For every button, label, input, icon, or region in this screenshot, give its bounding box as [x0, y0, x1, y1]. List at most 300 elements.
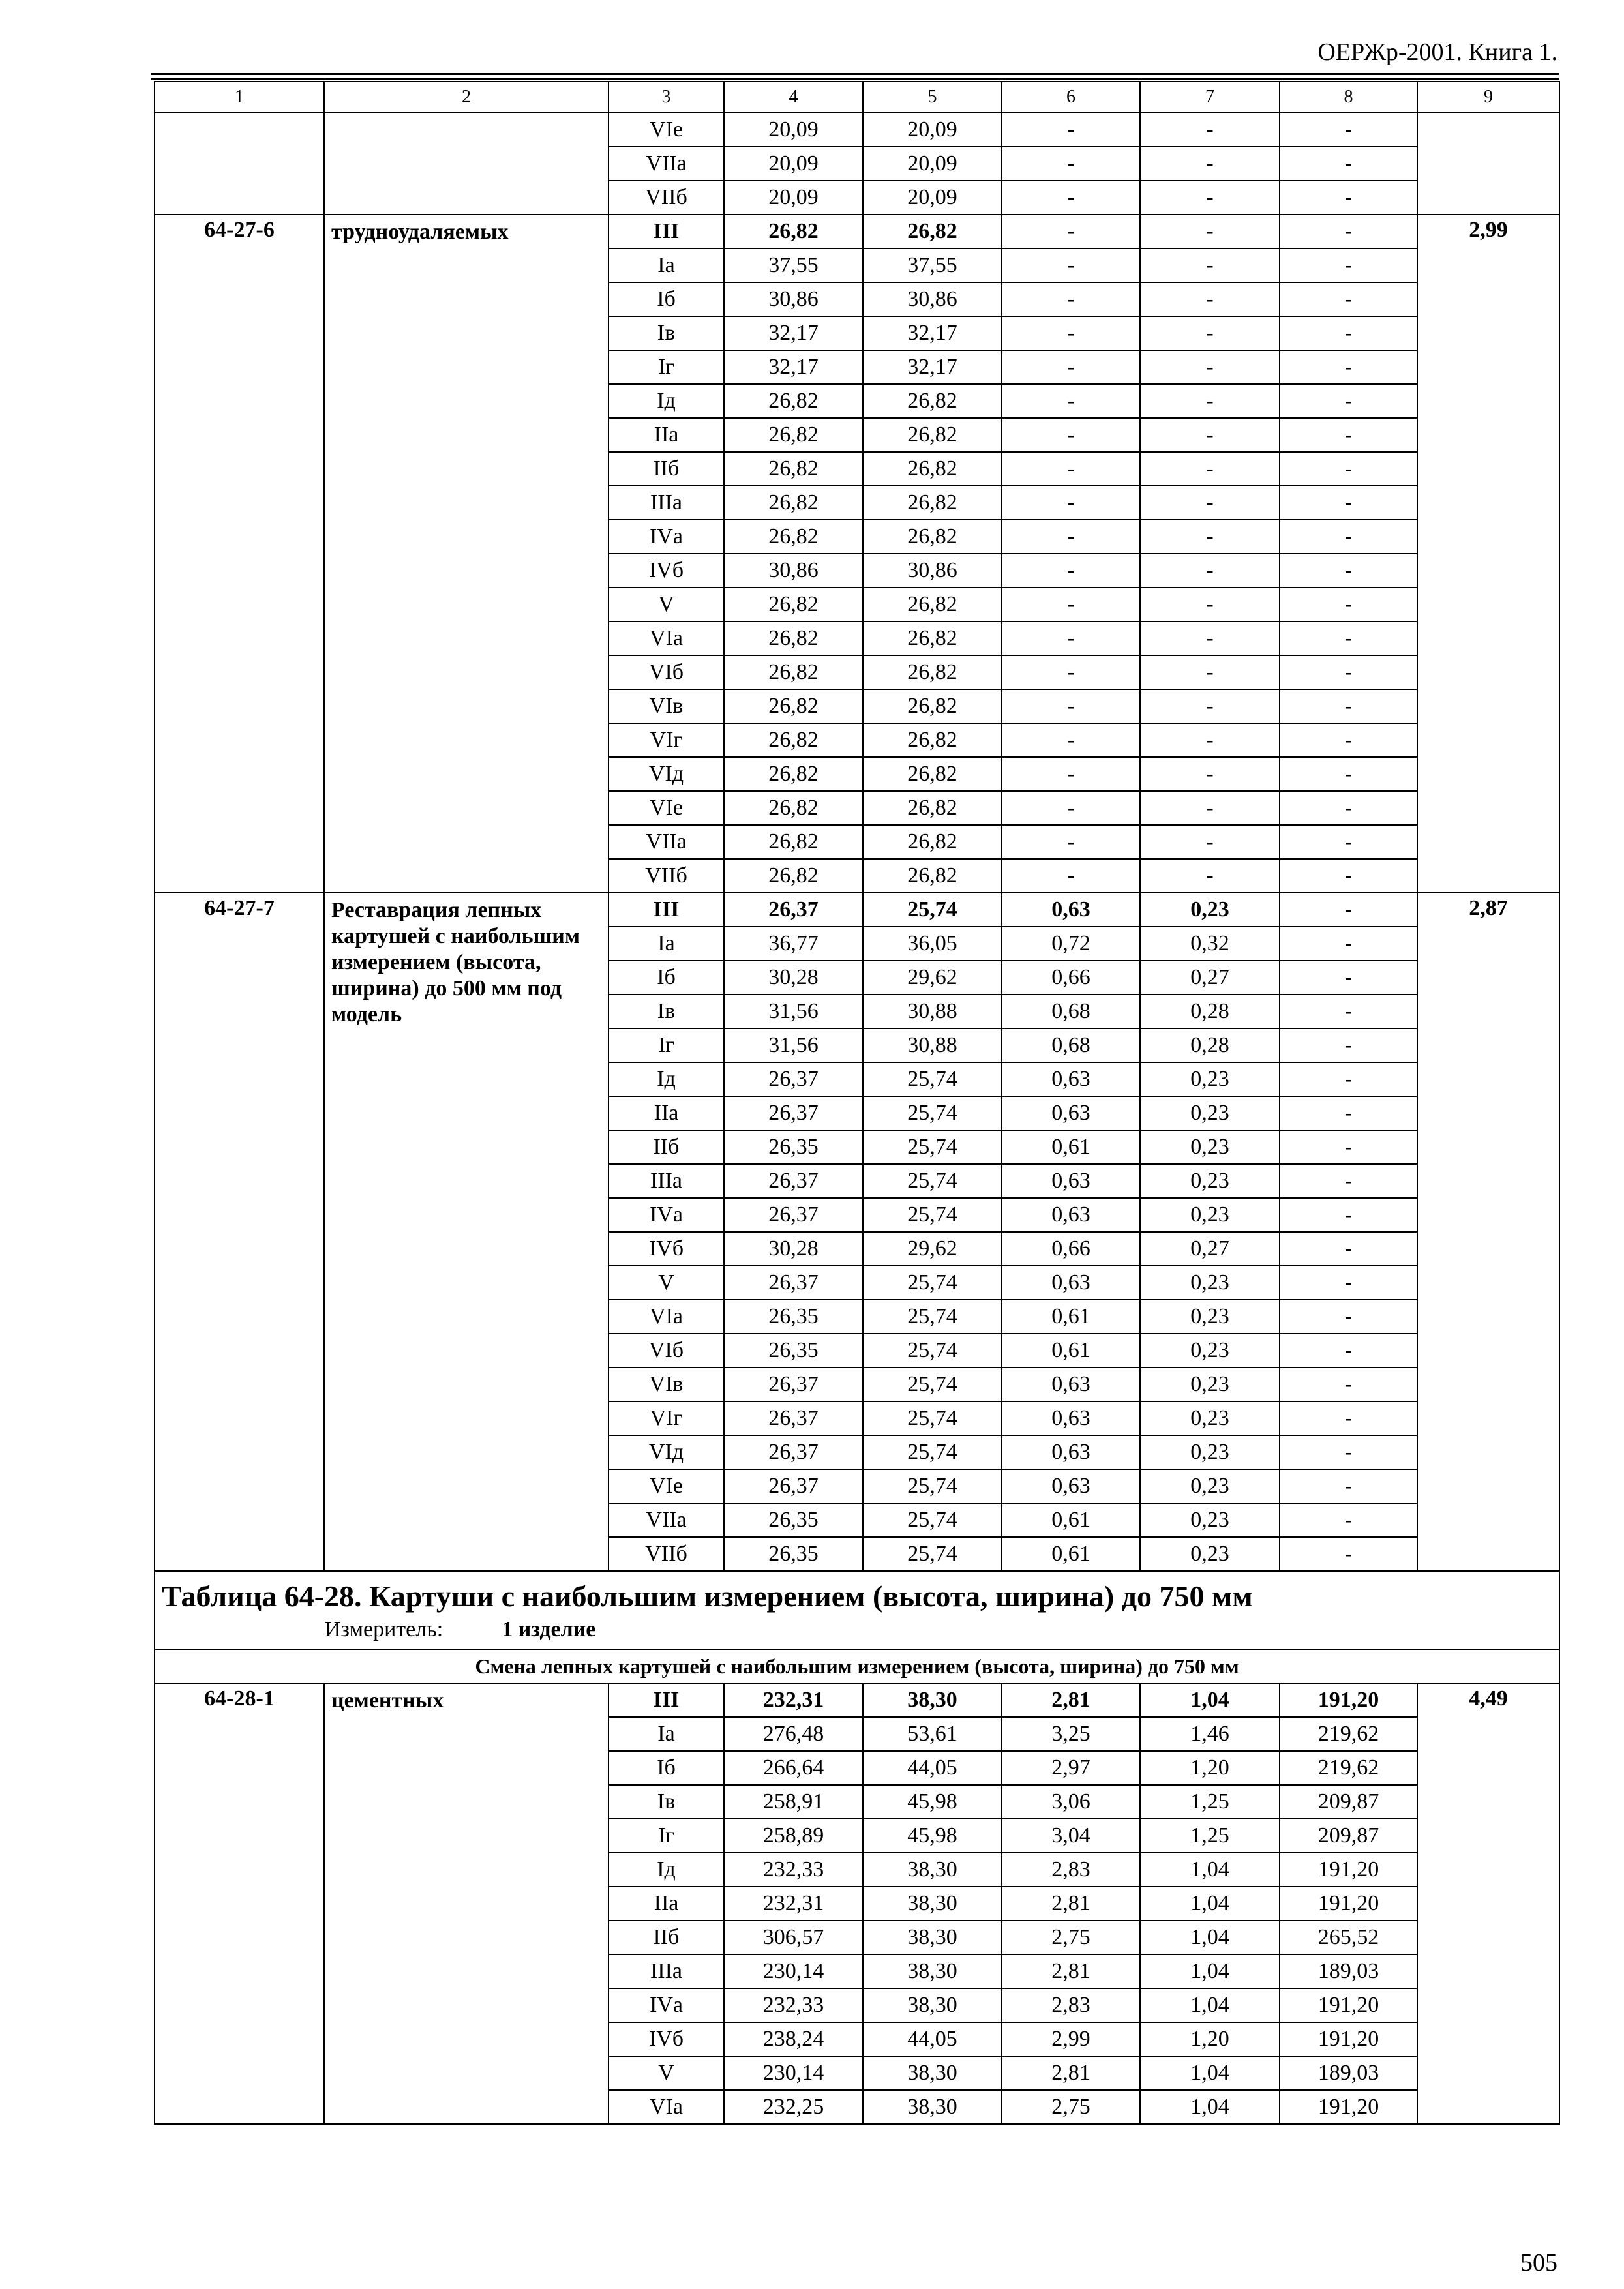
table-cell: 0,23 — [1140, 1435, 1280, 1469]
table-cell: 0,61 — [1002, 1537, 1140, 1571]
table-cell: - — [1140, 621, 1280, 655]
table-title-cell — [155, 1571, 1559, 1649]
table-cell: - — [1280, 893, 1417, 927]
table-cell: - — [1280, 215, 1417, 248]
table-cell: 25,74 — [863, 1096, 1002, 1130]
table-cell: - — [1002, 248, 1140, 282]
table-cell: 36,05 — [863, 927, 1002, 961]
column-number: 3 — [609, 82, 724, 113]
table-cell: - — [1140, 418, 1280, 452]
table-cell: 26,82 — [724, 486, 863, 520]
table-cell: 26,82 — [724, 723, 863, 757]
table-cell: - — [1280, 1368, 1417, 1401]
table-cell: 20,09 — [724, 113, 863, 147]
table-cell: 26,82 — [863, 520, 1002, 554]
table-cell: 26,35 — [724, 1503, 863, 1537]
estimate-table-body — [155, 82, 1559, 2124]
table-cell: - — [1140, 520, 1280, 554]
table-cell: VIIб — [609, 1537, 724, 1571]
table-cell: 232,31 — [724, 1683, 863, 1717]
table-cell: 30,86 — [724, 554, 863, 588]
table-cell: - — [1280, 350, 1417, 384]
table-cell: 25,74 — [863, 1537, 1002, 1571]
table-cell: - — [1002, 791, 1140, 825]
table-cell: VIIа — [609, 147, 724, 181]
table-cell: 1,25 — [1140, 1819, 1280, 1853]
table-cell: 38,30 — [863, 1683, 1002, 1717]
table-cell: 0,23 — [1140, 1469, 1280, 1503]
table-cell: 38,30 — [863, 1921, 1002, 1954]
column-number: 6 — [1002, 82, 1140, 113]
table-cell: - — [1280, 825, 1417, 859]
table-cell: 25,74 — [863, 1368, 1002, 1401]
table-cell: IVа — [609, 1198, 724, 1232]
table-cell: 26,82 — [863, 689, 1002, 723]
table-cell: 25,74 — [863, 1469, 1002, 1503]
table-cell: 191,20 — [1280, 2090, 1417, 2124]
table-cell: 25,74 — [863, 1435, 1002, 1469]
table-cell: 37,55 — [863, 248, 1002, 282]
table-cell: 26,35 — [724, 1537, 863, 1571]
table-cell: 3,04 — [1002, 1819, 1140, 1853]
table-cell: - — [1280, 655, 1417, 689]
table-cell: 1,04 — [1140, 1954, 1280, 1988]
table-cell: 1,04 — [1140, 2090, 1280, 2124]
table-cell: 0,68 — [1002, 995, 1140, 1028]
table-cell: Iд — [609, 1853, 724, 1887]
table-cell: - — [1280, 1096, 1417, 1130]
table-cell: Iг — [609, 1819, 724, 1853]
header-rule-secondary — [151, 78, 1559, 80]
table-cell: - — [1002, 859, 1140, 893]
item-code-cell: 64-27-7 — [155, 893, 324, 1571]
table-cell: - — [1280, 1232, 1417, 1266]
table-cell: - — [1002, 384, 1140, 418]
column-number: 2 — [324, 82, 609, 113]
table-cell: V — [609, 1266, 724, 1300]
table-cell: - — [1140, 655, 1280, 689]
column-number: 9 — [1417, 82, 1559, 113]
table-cell: 31,56 — [724, 995, 863, 1028]
table-cell: 0,61 — [1002, 1334, 1140, 1368]
table-cell: 20,09 — [724, 147, 863, 181]
table-cell: 25,74 — [863, 1164, 1002, 1198]
table-cell: VIг — [609, 723, 724, 757]
table-cell: 26,82 — [863, 418, 1002, 452]
table-cell: 26,82 — [863, 621, 1002, 655]
table-cell: 25,74 — [863, 1062, 1002, 1096]
table-cell: 2,81 — [1002, 2056, 1140, 2090]
table-cell: - — [1140, 757, 1280, 791]
table-cell: 26,82 — [863, 791, 1002, 825]
table-cell: 0,68 — [1002, 1028, 1140, 1062]
table-cell: Iв — [609, 316, 724, 350]
table-cell: 26,37 — [724, 893, 863, 927]
table-cell: 32,17 — [724, 316, 863, 350]
table-cell: Iа — [609, 927, 724, 961]
table-cell: - — [1280, 1062, 1417, 1096]
table-cell: 2,75 — [1002, 2090, 1140, 2124]
table-cell: - — [1280, 1469, 1417, 1503]
table-cell: 26,37 — [724, 1198, 863, 1232]
table-cell: VIе — [609, 791, 724, 825]
table-cell: 26,82 — [724, 418, 863, 452]
table-cell: 3,06 — [1002, 1785, 1140, 1819]
table-cell: - — [1002, 215, 1140, 248]
table-cell: 2,97 — [1002, 1751, 1140, 1785]
table-cell: 238,24 — [724, 2022, 863, 2056]
table-cell: VIIб — [609, 859, 724, 893]
table-cell: 0,23 — [1140, 1334, 1280, 1368]
table-cell: 26,82 — [724, 757, 863, 791]
table-cell: 2,83 — [1002, 1988, 1140, 2022]
table-cell: - — [1280, 927, 1417, 961]
table-cell: 37,55 — [724, 248, 863, 282]
table-cell: 209,87 — [1280, 1819, 1417, 1853]
table-cell: 0,63 — [1002, 1435, 1140, 1469]
table-cell: 258,89 — [724, 1819, 863, 1853]
table-cell: 26,35 — [724, 1300, 863, 1334]
table-cell: 26,37 — [724, 1266, 863, 1300]
table-cell: 26,37 — [724, 1469, 863, 1503]
column-number-row — [155, 82, 1559, 113]
column-number: 5 — [863, 82, 1002, 113]
table-cell: 219,62 — [1280, 1751, 1417, 1785]
table-cell: - — [1140, 452, 1280, 486]
item-rate-cell: 2,87 — [1417, 893, 1559, 1571]
column-number: 8 — [1280, 82, 1417, 113]
table-cell: 191,20 — [1280, 1683, 1417, 1717]
table-cell: - — [1140, 486, 1280, 520]
table-cell: - — [1140, 825, 1280, 859]
table-cell: 0,63 — [1002, 1164, 1140, 1198]
table-cell: 26,82 — [863, 215, 1002, 248]
table-cell: - — [1002, 181, 1140, 215]
table-cell: 0,63 — [1002, 1198, 1140, 1232]
table-cell: 20,09 — [863, 181, 1002, 215]
table-cell: 209,87 — [1280, 1785, 1417, 1819]
item-name-cell: Реставрация лепных картушей с наибольшим измерением (высота, ширина) до 500 мм под модель — [324, 893, 609, 1571]
table-cell: IVб — [609, 554, 724, 588]
table-cell: 25,74 — [863, 1198, 1002, 1232]
table-cell: - — [1280, 1435, 1417, 1469]
table-cell: 219,62 — [1280, 1717, 1417, 1751]
table-cell: 0,63 — [1002, 893, 1140, 927]
table-cell: 32,17 — [724, 350, 863, 384]
table-cell: 0,61 — [1002, 1130, 1140, 1164]
table-cell: 25,74 — [863, 1334, 1002, 1368]
table-cell: - — [1140, 689, 1280, 723]
table-cell: Iг — [609, 350, 724, 384]
table-cell: 25,74 — [863, 1401, 1002, 1435]
table-cell: - — [1002, 418, 1140, 452]
table-cell: 38,30 — [863, 1988, 1002, 2022]
table-cell: - — [1002, 113, 1140, 147]
table-cell: IIб — [609, 1921, 724, 1954]
table-cell: - — [1280, 689, 1417, 723]
table-cell: 0,28 — [1140, 995, 1280, 1028]
table-cell: 38,30 — [863, 1853, 1002, 1887]
table-cell: 25,74 — [863, 893, 1002, 927]
table-cell: 1,04 — [1140, 1853, 1280, 1887]
table-cell: - — [1140, 181, 1280, 215]
table-cell: - — [1140, 113, 1280, 147]
table-cell: 0,61 — [1002, 1300, 1140, 1334]
table-cell: 26,35 — [724, 1334, 863, 1368]
table-cell: - — [1140, 282, 1280, 316]
table-cell: VIа — [609, 2090, 724, 2124]
table-cell: 258,91 — [724, 1785, 863, 1819]
table-cell: Iб — [609, 961, 724, 995]
table-cell: - — [1280, 791, 1417, 825]
table-cell: 0,27 — [1140, 1232, 1280, 1266]
table-cell: 2,81 — [1002, 1683, 1140, 1717]
table-cell: 26,37 — [724, 1096, 863, 1130]
table-cell: 0,61 — [1002, 1503, 1140, 1537]
table-title: Таблица 64-28. Картуши с наибольшим измерением (высота, ширина) до 750 мм — [162, 1579, 1253, 1613]
table-cell: 26,37 — [724, 1435, 863, 1469]
table-cell: 0,63 — [1002, 1266, 1140, 1300]
table-cell: - — [1140, 384, 1280, 418]
table-cell: 26,82 — [863, 757, 1002, 791]
table-cell: 45,98 — [863, 1819, 1002, 1853]
table-cell: - — [1002, 282, 1140, 316]
table-cell: 0,27 — [1140, 961, 1280, 995]
table-row — [155, 113, 1559, 147]
table-cell: VIв — [609, 1368, 724, 1401]
table-cell: 0,66 — [1002, 961, 1140, 995]
table-cell: Iа — [609, 248, 724, 282]
table-cell: 38,30 — [863, 1887, 1002, 1921]
table-cell: 0,23 — [1140, 1503, 1280, 1537]
table-cell: - — [1280, 1266, 1417, 1300]
table-cell: VIа — [609, 621, 724, 655]
table-cell: - — [1280, 961, 1417, 995]
table-cell: 25,74 — [863, 1266, 1002, 1300]
table-cell: 2,83 — [1002, 1853, 1140, 1887]
table-cell: 1,20 — [1140, 2022, 1280, 2056]
table-cell: 26,82 — [724, 791, 863, 825]
table-row — [155, 215, 1559, 248]
table-cell: - — [1280, 1334, 1417, 1368]
table-cell: 44,05 — [863, 2022, 1002, 2056]
table-cell: 191,20 — [1280, 1853, 1417, 1887]
table-cell: 1,25 — [1140, 1785, 1280, 1819]
table-cell: 20,09 — [863, 113, 1002, 147]
table-cell: VIд — [609, 1435, 724, 1469]
table-cell: VIе — [609, 113, 724, 147]
table-cell: - — [1002, 452, 1140, 486]
table-cell: - — [1280, 181, 1417, 215]
table-cell: 2,75 — [1002, 1921, 1140, 1954]
table-cell: - — [1140, 215, 1280, 248]
table-cell: 0,63 — [1002, 1096, 1140, 1130]
table-cell: - — [1140, 588, 1280, 621]
table-cell: 0,23 — [1140, 1096, 1280, 1130]
item-code-cell — [155, 113, 324, 215]
table-cell: 26,35 — [724, 1130, 863, 1164]
table-cell: - — [1280, 1164, 1417, 1198]
table-cell: 0,23 — [1140, 1401, 1280, 1435]
table-cell: - — [1002, 350, 1140, 384]
table-cell: 1,20 — [1140, 1751, 1280, 1785]
table-cell: 38,30 — [863, 2056, 1002, 2090]
table-cell: 26,82 — [724, 859, 863, 893]
table-cell: - — [1280, 384, 1417, 418]
table-cell: - — [1280, 147, 1417, 181]
table-cell: IIб — [609, 452, 724, 486]
table-cell: 1,46 — [1140, 1717, 1280, 1751]
table-cell: 191,20 — [1280, 1887, 1417, 1921]
table-cell: Iа — [609, 1717, 724, 1751]
table-cell: 0,63 — [1002, 1469, 1140, 1503]
table-cell: 276,48 — [724, 1717, 863, 1751]
table-cell: 25,74 — [863, 1130, 1002, 1164]
table-cell: 31,56 — [724, 1028, 863, 1062]
item-code-cell: 64-27-6 — [155, 215, 324, 893]
table-cell: 306,57 — [724, 1921, 863, 1954]
table-cell: IIа — [609, 1887, 724, 1921]
table-cell: 1,04 — [1140, 1921, 1280, 1954]
table-cell: 26,82 — [724, 655, 863, 689]
column-number: 1 — [155, 82, 324, 113]
table-cell: 0,72 — [1002, 927, 1140, 961]
table-cell: IVб — [609, 1232, 724, 1266]
table-cell: - — [1002, 147, 1140, 181]
table-cell: - — [1280, 452, 1417, 486]
table-cell: VIIа — [609, 825, 724, 859]
page-number: 505 — [1520, 2249, 1557, 2277]
table-cell: - — [1280, 1028, 1417, 1062]
item-name-cell — [324, 113, 609, 215]
table-cell: - — [1280, 859, 1417, 893]
table-cell: - — [1002, 655, 1140, 689]
table-cell: - — [1140, 554, 1280, 588]
table-cell: 45,98 — [863, 1785, 1002, 1819]
column-number: 4 — [724, 82, 863, 113]
document-header-title: ОЕРЖр-2001. Книга 1. — [1317, 38, 1557, 66]
table-cell: - — [1280, 418, 1417, 452]
table-cell: Iд — [609, 1062, 724, 1096]
table-cell: - — [1280, 1130, 1417, 1164]
table-cell: - — [1280, 1503, 1417, 1537]
table-cell: IIб — [609, 1130, 724, 1164]
table-cell: 20,09 — [724, 181, 863, 215]
table-cell: IIIа — [609, 486, 724, 520]
table-cell: 0,23 — [1140, 1266, 1280, 1300]
table-cell: 26,82 — [724, 452, 863, 486]
table-cell: 2,81 — [1002, 1887, 1140, 1921]
table-cell: IVа — [609, 1988, 724, 2022]
table-cell: 0,63 — [1002, 1401, 1140, 1435]
table-cell: 230,14 — [724, 2056, 863, 2090]
table-cell: Iв — [609, 995, 724, 1028]
table-cell: 191,20 — [1280, 2022, 1417, 2056]
table-row — [155, 1683, 1559, 1717]
table-cell: 26,37 — [724, 1164, 863, 1198]
table-cell: 26,82 — [724, 588, 863, 621]
table-cell: IIа — [609, 1096, 724, 1130]
table-cell: 1,04 — [1140, 2056, 1280, 2090]
table-cell: 0,23 — [1140, 1130, 1280, 1164]
table-cell: - — [1002, 621, 1140, 655]
table-cell: 0,32 — [1140, 927, 1280, 961]
table-cell: 189,03 — [1280, 1954, 1417, 1988]
table-cell: - — [1002, 588, 1140, 621]
table-cell: 26,82 — [863, 655, 1002, 689]
table-cell: 38,30 — [863, 1954, 1002, 1988]
table-cell: - — [1002, 825, 1140, 859]
table-cell: - — [1280, 316, 1417, 350]
table-cell: - — [1280, 1198, 1417, 1232]
table-cell: 232,31 — [724, 1887, 863, 1921]
table-cell: 25,74 — [863, 1503, 1002, 1537]
table-cell: Iг — [609, 1028, 724, 1062]
table-cell: - — [1280, 520, 1417, 554]
table-cell: - — [1280, 486, 1417, 520]
table-cell: 0,28 — [1140, 1028, 1280, 1062]
table-cell: - — [1280, 1401, 1417, 1435]
table-cell: 0,23 — [1140, 1062, 1280, 1096]
table-cell: 2,99 — [1002, 2022, 1140, 2056]
table-cell: III — [609, 1683, 724, 1717]
table-cell: 26,82 — [724, 825, 863, 859]
table-cell: - — [1280, 554, 1417, 588]
subheading-row — [155, 1649, 1559, 1683]
table-cell: 1,04 — [1140, 1683, 1280, 1717]
table-cell: 32,17 — [863, 350, 1002, 384]
table-cell: - — [1280, 113, 1417, 147]
table-cell: 53,61 — [863, 1717, 1002, 1751]
table-cell: 266,64 — [724, 1751, 863, 1785]
subheading-cell: Смена лепных картушей с наибольшим измерением (высота, ширина) до 750 мм — [155, 1649, 1559, 1683]
table-cell: - — [1140, 859, 1280, 893]
table-cell: 2,81 — [1002, 1954, 1140, 1988]
meter-value: 1 изделие — [502, 1617, 596, 1641]
table-cell: 232,25 — [724, 2090, 863, 2124]
table-title-row — [155, 1571, 1559, 1649]
table-cell: - — [1002, 486, 1140, 520]
table-cell: Iб — [609, 1751, 724, 1785]
table-cell: 26,82 — [863, 723, 1002, 757]
table-cell: III — [609, 893, 724, 927]
table-cell: 1,04 — [1140, 1887, 1280, 1921]
table-cell: - — [1002, 757, 1140, 791]
table-cell: 0,23 — [1140, 1198, 1280, 1232]
table-cell: V — [609, 588, 724, 621]
table-cell: VIб — [609, 655, 724, 689]
table-cell: 44,05 — [863, 1751, 1002, 1785]
table-cell: VIIб — [609, 181, 724, 215]
table-cell: 0,23 — [1140, 1537, 1280, 1571]
table-cell: - — [1002, 689, 1140, 723]
table-cell: IVб — [609, 2022, 724, 2056]
table-cell: 32,17 — [863, 316, 1002, 350]
table-cell: 189,03 — [1280, 2056, 1417, 2090]
table-cell: III — [609, 215, 724, 248]
table-cell: 26,82 — [863, 452, 1002, 486]
table-cell: - — [1002, 316, 1140, 350]
table-cell: Iв — [609, 1785, 724, 1819]
table-cell: 0,66 — [1002, 1232, 1140, 1266]
table-cell: 26,82 — [863, 384, 1002, 418]
table-cell: - — [1140, 723, 1280, 757]
table-cell: 26,37 — [724, 1401, 863, 1435]
table-cell: 1,04 — [1140, 1988, 1280, 2022]
meter-label: Измеритель: — [325, 1617, 444, 1641]
table-cell: IIа — [609, 418, 724, 452]
table-cell: 3,25 — [1002, 1717, 1140, 1751]
